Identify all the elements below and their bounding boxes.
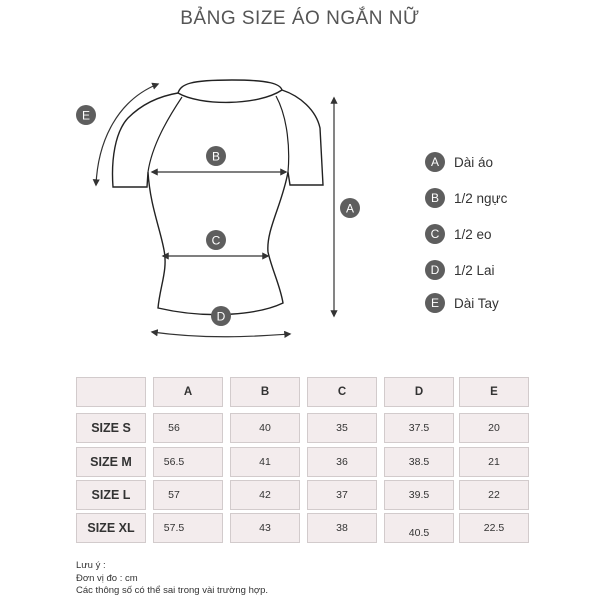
note-unit: Đơn vị đo : cm — [76, 572, 138, 584]
table-row-size-l: SIZE L — [76, 480, 146, 510]
raglan-seam-right — [276, 96, 289, 172]
table-row-size-m: SIZE M — [76, 447, 146, 477]
raglan-seam-left — [148, 97, 182, 172]
legend-item-e — [425, 291, 595, 315]
table-cell: 22 — [459, 480, 529, 510]
badge-e — [76, 105, 96, 125]
svg-text:D: D — [216, 309, 226, 324]
table-cell: 35 — [307, 413, 377, 443]
legend-label: Dài Tay — [454, 295, 499, 311]
legend-label: 1/2 eo — [454, 226, 492, 242]
badge-d — [211, 306, 231, 326]
legend-badge: D — [425, 260, 445, 280]
legend-badge: B — [425, 188, 445, 208]
notes — [76, 560, 268, 598]
table-cell: 21 — [459, 447, 529, 477]
hem-measure-line — [152, 332, 290, 337]
table-header-c: C — [307, 377, 377, 407]
table-row-size-s: SIZE S — [76, 413, 146, 443]
table-cell: 40.5 — [384, 513, 454, 543]
table-cell: 57 — [153, 480, 223, 510]
table-header-a: A — [153, 377, 223, 407]
table-cell: 40 — [230, 413, 300, 443]
legend-item-b — [425, 186, 595, 210]
table-header-d: D — [384, 377, 454, 407]
badge-c — [206, 230, 226, 250]
note-heading: Lưu ý : — [76, 560, 106, 571]
svg-text:A: A — [345, 201, 355, 216]
legend-label: 1/2 ngực — [454, 190, 508, 206]
shirt-outline — [113, 90, 323, 315]
legend-item-c — [425, 222, 595, 246]
table-header-corner — [76, 377, 146, 407]
table-cell: 20 — [459, 413, 529, 443]
table-cell: 36 — [307, 447, 377, 477]
table-cell: 38.5 — [384, 447, 454, 477]
legend-badge: E — [425, 293, 445, 313]
svg-text:E: E — [81, 108, 91, 123]
badge-b — [206, 146, 226, 166]
table-row-size-xl: SIZE XL — [76, 513, 146, 543]
table-cell: 37.5 — [384, 413, 454, 443]
page-title: BẢNG SIZE ÁO NGẮN NỮ — [180, 8, 420, 29]
svg-text:B: B — [211, 149, 221, 164]
table-cell: 56.5 — [153, 447, 223, 477]
svg-text:C: C — [211, 233, 221, 248]
legend-badge: C — [425, 224, 445, 244]
legend-badge: A — [425, 152, 445, 172]
legend-item-a — [425, 150, 595, 174]
table-cell: 56 — [153, 413, 223, 443]
table-header-b: B — [230, 377, 300, 407]
table-cell: 39.5 — [384, 480, 454, 510]
table-cell: 38 — [307, 513, 377, 543]
legend-label: Dài áo — [454, 154, 494, 170]
table-cell: 41 — [230, 447, 300, 477]
table-header-e: E — [459, 377, 529, 407]
table-cell: 43 — [230, 513, 300, 543]
legend-label: 1/2 Lai — [454, 262, 495, 278]
table-cell: 22.5 — [459, 513, 529, 543]
badge-a — [340, 198, 360, 218]
table-cell: 37 — [307, 480, 377, 510]
table-cell: 42 — [230, 480, 300, 510]
shirt-collar — [178, 80, 282, 93]
note-disclaimer: Các thông số có thể sai trong vài trường hợp. — [76, 585, 269, 596]
table-cell: 57.5 — [153, 513, 223, 543]
legend-item-d — [425, 258, 595, 282]
